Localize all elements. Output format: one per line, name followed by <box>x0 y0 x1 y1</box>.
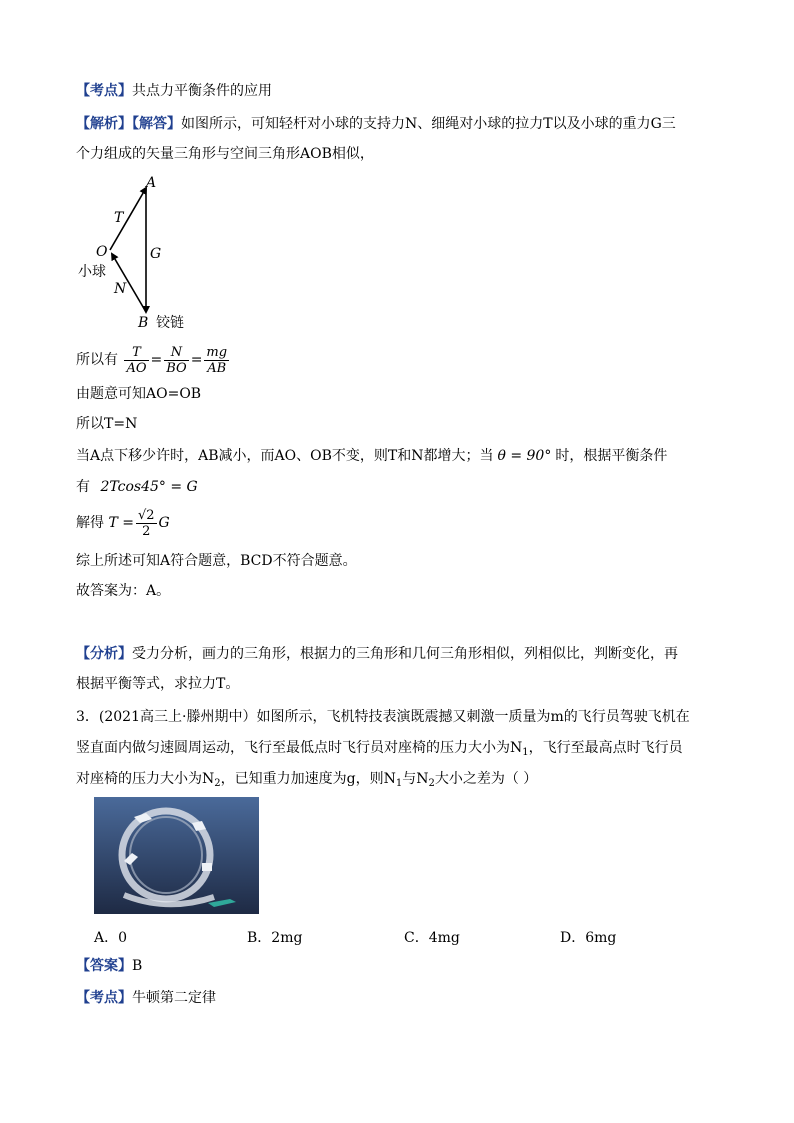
jiexi-line-2: 个力组成的矢量三角形与空间三角形AOB相似， <box>76 146 374 162</box>
fraction-n-bo <box>164 345 188 376</box>
ratio-formula <box>76 344 231 376</box>
fraction-sqrt2-over-2 <box>136 508 157 539</box>
frac-den: AO <box>126 360 147 376</box>
fenxi-line-2: 根据平衡等式，求拉力T。 <box>76 676 240 692</box>
subscript: 1 <box>395 778 403 789</box>
label-b: B <box>138 315 149 331</box>
q3-line-3 <box>76 769 537 794</box>
kaodian-text-2: 牛顿第二定律 <box>132 990 216 1006</box>
solve-lhs: T = <box>108 515 134 531</box>
conclusion-line: 综上所述可知A符合题意，BCD不符合题意。 <box>76 553 357 569</box>
move-line <box>76 446 667 466</box>
label-o: O <box>96 244 108 260</box>
equilibrium-equation: 2Tcos45° = G <box>100 479 198 495</box>
q3-text-3b: ，已知重力加速度为g，则N <box>220 771 396 787</box>
fenxi-line-1 <box>76 644 678 664</box>
jieda-tag: 【解答】 <box>132 116 181 132</box>
answer-line-1: 故答案为：A。 <box>76 583 171 599</box>
option-a: A．0 <box>94 930 128 946</box>
solve-prefix: 解得 <box>76 515 104 531</box>
option-b: B．2mg <box>247 930 303 946</box>
kaodian-text: 共点力平衡条件的应用 <box>132 83 272 99</box>
move-text-2: 时，根据平衡条件 <box>555 448 668 464</box>
kaodian-line-2 <box>76 988 216 1008</box>
label-ball: 小球 <box>78 264 106 280</box>
fenxi-text-1: 受力分析，画力的三角形，根据力的三角形和几何三角形相似，列相似比，判断变化，再 <box>132 646 678 662</box>
label-t: T <box>114 210 124 226</box>
theta-value: θ = 90° <box>497 448 552 464</box>
q3-text-2: 竖直面内做匀速圆周运动，飞行至最低点时飞行员对座椅的压力大小为N <box>76 740 523 756</box>
fenxi-tag: 【分析】 <box>76 646 132 662</box>
q3-line-1: 3．(2021高三上·滕州期中）如图所示，飞机特技表演既震撼又刺激一质量为m的飞行员驾驶飞机在 <box>76 709 690 725</box>
subscript: 2 <box>214 778 221 789</box>
q3-text-3a: 对座椅的压力大小为N <box>76 771 215 787</box>
option-c: C．4mg <box>404 930 460 946</box>
subscript: 2 <box>428 778 435 789</box>
force-triangle-diagram <box>74 172 204 332</box>
kaodian-tag-2: 【考点】 <box>76 990 132 1006</box>
frac-den: 2 <box>142 523 151 539</box>
label-a: A <box>146 175 157 191</box>
jiexi-text-1: 如图所示，可知轻杆对小球的支持力N、细绳对小球的拉力T以及小球的重力G三 <box>181 116 676 132</box>
q3-line-2 <box>76 738 683 763</box>
jiexi-tag: 【解析】 <box>76 116 132 132</box>
frac-den: AB <box>207 360 227 376</box>
frac-num: √2 <box>137 507 155 523</box>
ratio-prefix: 所以有 <box>76 352 118 368</box>
label-hinge: 铰链 <box>156 315 184 331</box>
jiexi-line-1 <box>76 114 676 134</box>
frac-num: T <box>124 345 148 361</box>
kaodian-line <box>76 81 272 101</box>
q3-text-3c: 与N <box>402 771 429 787</box>
answer-line-2 <box>76 956 142 976</box>
kaodian-tag: 【考点】 <box>76 83 132 99</box>
have-prefix: 有 <box>76 479 90 495</box>
ao-equals-ob-line: 由题意可知AO=OB <box>76 386 202 402</box>
frac-den: BO <box>166 360 187 376</box>
frac-num: mg <box>206 344 228 360</box>
move-text: 当A点下移少许时，AB减小，而AO、OB不变，则T和N都增大；当 <box>76 448 494 464</box>
subscript: 1 <box>522 747 529 758</box>
solve-line <box>76 506 170 540</box>
option-d: D．6mg <box>560 930 617 946</box>
t-equals-n-line: 所以T=N <box>76 416 138 432</box>
equals-sign: = <box>150 352 163 368</box>
solve-rhs: G <box>158 515 170 531</box>
q3-text-3d: 大小之差为（ ） <box>434 771 538 787</box>
fraction-t-ao <box>124 345 148 376</box>
label-n: N <box>114 281 127 297</box>
answer-text: B <box>132 958 143 974</box>
q3-text-2b: ，飞行至最高点时飞行员 <box>528 740 683 756</box>
label-g: G <box>150 246 162 262</box>
frac-num: N <box>164 345 188 361</box>
aerobatic-loop-photo <box>94 797 259 914</box>
equals-sign: = <box>190 352 203 368</box>
fraction-mg-ab <box>204 345 229 376</box>
equilibrium-line <box>76 477 198 497</box>
answer-tag: 【答案】 <box>76 958 132 974</box>
